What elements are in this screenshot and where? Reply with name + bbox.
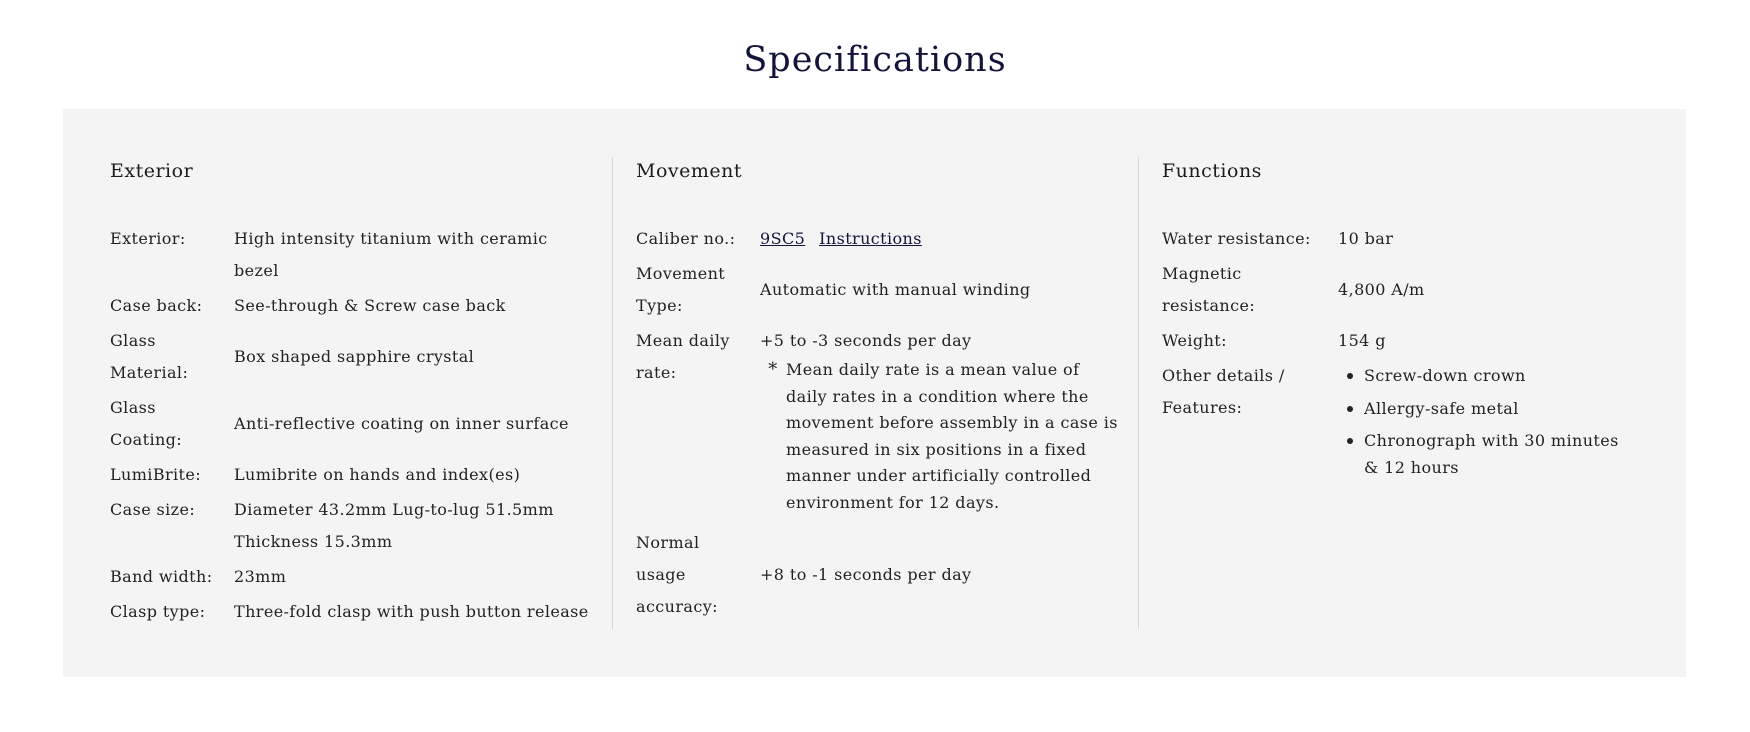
spec-label: Mean daily rate:	[636, 331, 730, 382]
spec-row-magnetic-resistance	[1162, 258, 1638, 325]
caliber-link[interactable]: 9SC5	[760, 229, 806, 248]
spec-row-clasp-type	[110, 596, 594, 631]
spec-label: Weight:	[1162, 331, 1227, 350]
movement-specs-table	[636, 223, 1125, 626]
spec-value	[1338, 360, 1638, 490]
spec-row-normal-usage-accuracy	[636, 519, 1125, 626]
features-list	[1338, 363, 1638, 481]
spec-row-case-back	[110, 290, 594, 325]
spec-label: Other details / Features:	[1162, 366, 1285, 417]
spec-row-caliber	[636, 223, 1125, 258]
spec-row-glass-coating	[110, 392, 594, 459]
spec-label: Caliber no.:	[636, 229, 736, 248]
spec-value: Diameter 43.2mm Lug-to-lug 51.5mm Thickness 15.3mm	[234, 500, 554, 551]
spec-row-mean-daily-rate	[636, 325, 1125, 519]
spec-row-lumibrite	[110, 459, 594, 494]
spec-label: Normal usage accuracy:	[636, 533, 718, 616]
column-divider	[612, 157, 613, 629]
spec-label: Water resistance:	[1162, 229, 1311, 248]
spec-label: Case size:	[110, 500, 196, 519]
feature-item: Allergy-safe metal	[1338, 396, 1638, 423]
exterior-specs-table	[110, 223, 594, 631]
spec-row-glass-material	[110, 325, 594, 392]
spec-value: See-through & Screw case back	[234, 296, 506, 315]
spec-row-weight	[1162, 325, 1638, 360]
movement-title: Movement	[636, 160, 743, 182]
spec-row-exterior	[110, 223, 594, 290]
spec-value: 23mm	[234, 567, 287, 586]
spec-row-band-width	[110, 561, 594, 596]
spec-value: Lumibrite on hands and index(es)	[234, 465, 521, 484]
page-title: Specifications	[743, 40, 1007, 80]
specifications-panel	[63, 109, 1686, 677]
spec-label: Exterior:	[110, 229, 186, 248]
spec-row-water-resistance	[1162, 223, 1638, 258]
footnote-text: Mean daily rate is a mean value of daily rates in a condition where the movement before assembly in a case is measured in six positions in a fixed manner under artificially controlled environment for 12 days.	[786, 360, 1118, 512]
exterior-title: Exterior	[110, 160, 194, 182]
spec-value: 10 bar	[1338, 229, 1394, 248]
asterisk-mark: *	[768, 359, 778, 380]
spec-value	[760, 325, 1125, 519]
functions-section	[1162, 157, 1662, 477]
functions-title: Functions	[1162, 160, 1262, 182]
spec-label: Clasp type:	[110, 602, 206, 621]
spec-value: Three-fold clasp with push button release	[234, 602, 589, 621]
spec-label: Glass Coating:	[110, 398, 183, 449]
spec-value: 154 g	[1338, 331, 1386, 350]
spec-label: Magnetic resistance:	[1162, 264, 1256, 315]
spec-value: Automatic with manual winding	[760, 280, 1031, 299]
spec-row-other-details	[1162, 360, 1638, 490]
functions-specs-table	[1162, 223, 1638, 490]
exterior-section	[110, 157, 610, 621]
feature-item: Chronograph with 30 minutes & 12 hours	[1338, 428, 1638, 481]
spec-label: Band width:	[110, 567, 213, 586]
column-divider	[1138, 157, 1139, 629]
spec-value: Box shaped sapphire crystal	[234, 347, 475, 366]
spec-row-movement-type	[636, 258, 1125, 325]
footnote	[760, 357, 1125, 516]
spec-value: Anti-reflective coating on inner surface	[234, 414, 569, 433]
mean-daily-rate-value: +5 to -3 seconds per day	[760, 331, 972, 350]
instructions-link[interactable]: Instructions	[819, 229, 922, 248]
spec-value: High intensity titanium with ceramic bezel	[234, 229, 548, 280]
spec-value: 4,800 A/m	[1338, 280, 1425, 299]
spec-label: Glass Material:	[110, 331, 189, 382]
spec-label: Movement Type:	[636, 264, 726, 315]
spec-value: +8 to -1 seconds per day	[760, 565, 972, 584]
spec-row-case-size	[110, 494, 594, 561]
movement-section	[636, 157, 1146, 616]
spec-label: LumiBrite:	[110, 465, 202, 484]
feature-item: Screw-down crown	[1338, 363, 1638, 390]
spec-label: Case back:	[110, 296, 203, 315]
spec-value	[760, 223, 1125, 258]
